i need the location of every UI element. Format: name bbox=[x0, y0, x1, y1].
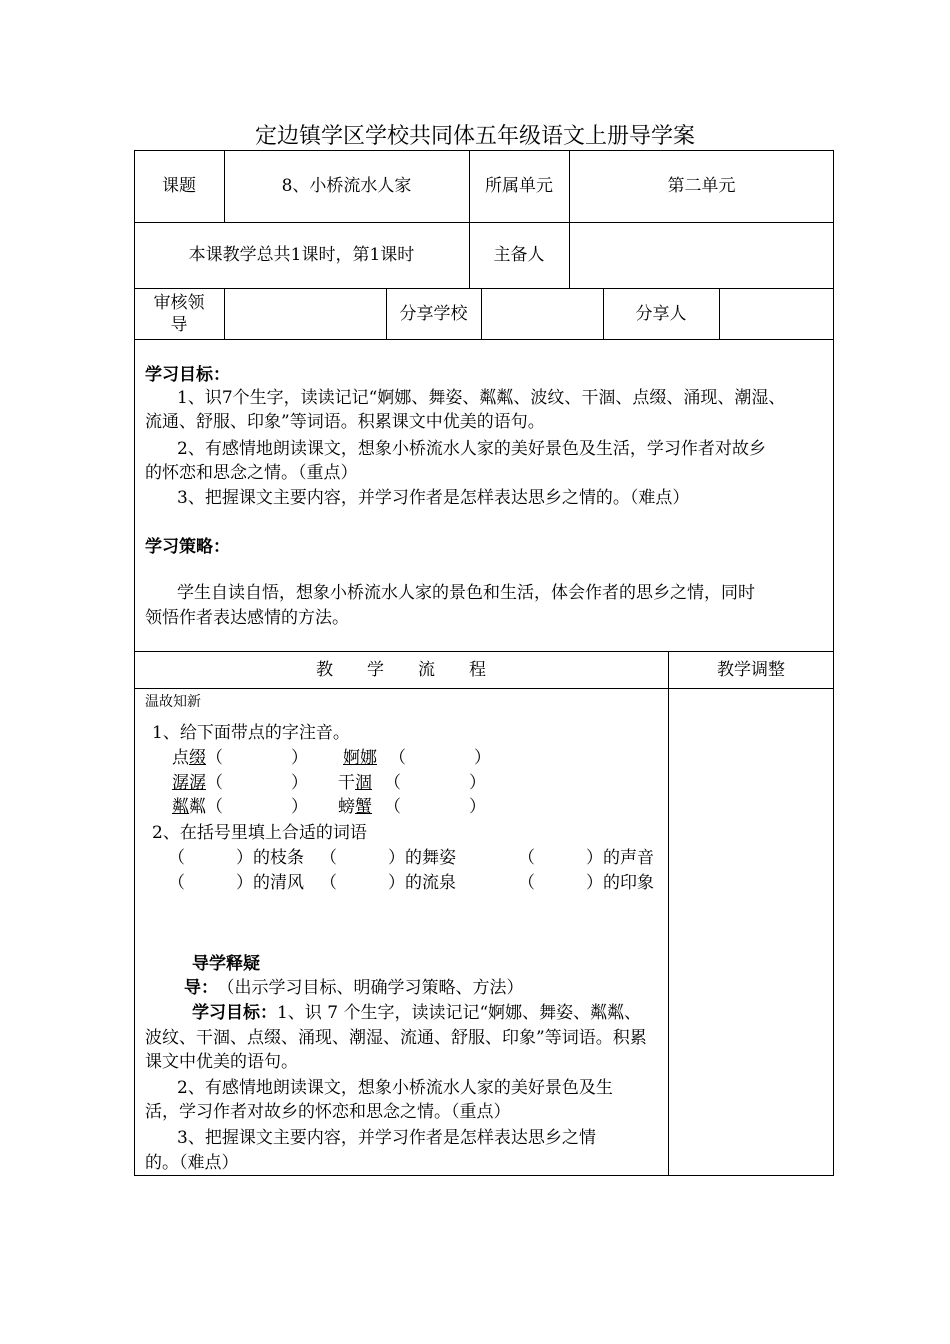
goal-text-2a: 2、有感情地朗读课文，想象小桥流水人家的美好景色及生 bbox=[177, 1078, 613, 1098]
pinyin-item: 粼粼（ ） bbox=[172, 797, 308, 817]
pinyin-item: 潺潺（ ） bbox=[172, 773, 308, 793]
goal-2-line-1: 2、有感情地朗读课文，想象小桥流水人家的美好景色及生活，学习作者对故乡 bbox=[177, 439, 766, 459]
lesson-label: 课题 bbox=[162, 176, 196, 196]
row-divider bbox=[134, 339, 834, 340]
page-title: 定边镇学区学校共同体五年级语文上册导学案 bbox=[254, 124, 695, 149]
goal-1-line-1: 1、识7个生字，读读记记“婀娜、舞姿、粼粼、波纹、干涸、点缀、涌现、潮湿、 bbox=[177, 388, 786, 408]
goal-text-1b: 波纹、干涸、点缀、涌现、潮湿、流通、舒服、印象”等词语。积累 bbox=[145, 1028, 647, 1048]
unit-label: 所属单元 bbox=[485, 176, 553, 196]
share-school-label: 分享学校 bbox=[399, 303, 468, 324]
lesson-hours: 本课教学总共1课时，第1课时 bbox=[188, 245, 415, 265]
lesson-value: 8、小桥流水人家 bbox=[281, 176, 412, 196]
goal-text-3a: 3、把握课文主要内容，并学习作者是怎样表达思乡之情 bbox=[177, 1128, 596, 1148]
fill-item: （ ）的清风 bbox=[168, 873, 304, 893]
goal-text-3b: 的。（难点） bbox=[145, 1153, 239, 1173]
col-divider bbox=[719, 288, 720, 339]
pinyin-item: 干涸 （ ） bbox=[338, 773, 486, 793]
flow-adjust-header: 教学调整 bbox=[717, 659, 785, 680]
review-label: 温故知新 bbox=[145, 694, 201, 710]
row-divider bbox=[134, 688, 834, 689]
goal-2-line-2: 的怀恋和思念之情。（重点） bbox=[145, 463, 358, 483]
row-divider bbox=[134, 288, 834, 289]
col-divider bbox=[668, 651, 669, 1176]
col-divider bbox=[481, 288, 482, 339]
strategy-line-2: 领悟作者表达感情的方法。 bbox=[145, 608, 349, 628]
fill-item: （ ）的枝条 bbox=[168, 848, 304, 868]
strategy-heading: 学习策略： bbox=[145, 537, 230, 557]
pinyin-item: 婀娜 （ ） bbox=[343, 748, 491, 768]
preparer-value bbox=[569, 222, 834, 288]
guide-heading: 导学释疑 bbox=[192, 954, 260, 974]
goal-text-2b: 活，学习作者对故乡的怀恋和思念之情。（重点） bbox=[145, 1102, 511, 1122]
guide-line: 导： （出示学习目标、明确学习策略、方法） bbox=[184, 978, 524, 998]
question-2: 2、在括号里填上合适的词语 bbox=[152, 823, 367, 843]
col-divider bbox=[224, 288, 225, 339]
pinyin-item: 点缀（ ） bbox=[172, 748, 308, 768]
fill-item: （ ）的流泉 bbox=[320, 873, 456, 893]
unit-value: 第二单元 bbox=[667, 176, 736, 196]
fill-item: （ ）的声音 bbox=[518, 848, 654, 868]
share-person-label: 分享人 bbox=[635, 303, 687, 324]
reviewer-label-line1: 审核领 bbox=[153, 292, 205, 313]
flow-process-header: 教 学 流 程 bbox=[316, 659, 486, 680]
question-1: 1、给下面带点的字注音。 bbox=[152, 723, 350, 743]
goal-text-1c: 课文中优美的语句。 bbox=[145, 1052, 298, 1072]
reviewer-label bbox=[134, 288, 224, 339]
goal-3: 3、把握课文主要内容，并学习作者是怎样表达思乡之情的。（难点） bbox=[177, 488, 690, 508]
fill-item: （ ）的舞姿 bbox=[320, 848, 456, 868]
goal-1-line-2: 流通、舒服、印象”等词语。积累课文中优美的语句。 bbox=[145, 412, 545, 432]
preparer-label: 主备人 bbox=[493, 245, 545, 265]
pinyin-item: 螃蟹 （ ） bbox=[338, 797, 486, 817]
strategy-line-1: 学生自读自悟，想象小桥流水人家的景色和生活，体会作者的思乡之情，同时 bbox=[177, 583, 755, 603]
reviewer-label-line2: 导 bbox=[170, 314, 188, 335]
goals-heading: 学习目标： bbox=[145, 365, 230, 385]
fill-item: （ ）的印象 bbox=[518, 873, 654, 893]
goal-text-1a: 学习目标：1、识 7 个生字，读读记记“婀娜、舞姿、粼粼、 bbox=[192, 1003, 642, 1023]
